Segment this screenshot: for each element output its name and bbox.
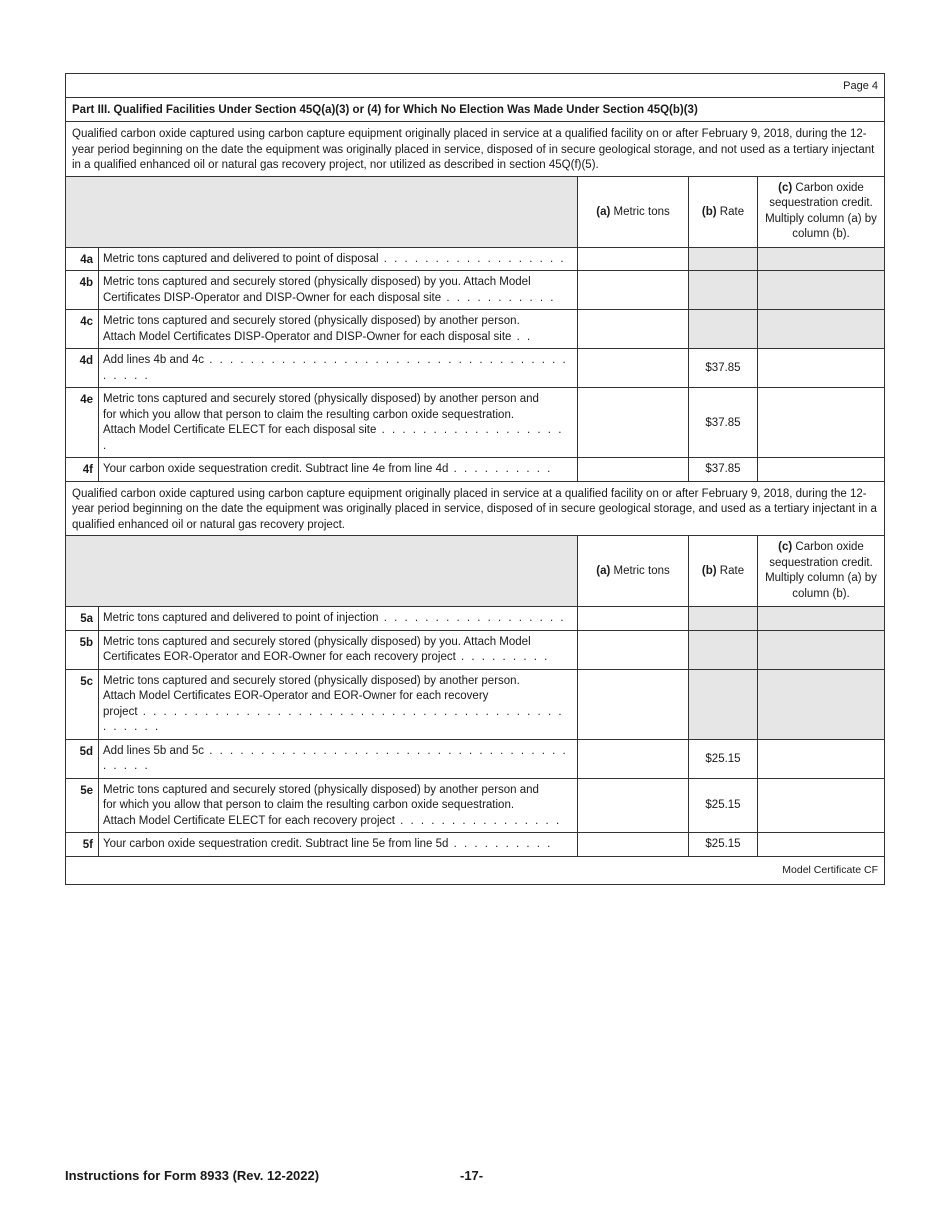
metric-tons-field[interactable]: [578, 248, 689, 271]
credit-field[interactable]: [758, 779, 884, 833]
column-a-header: (a) Metric tons: [578, 536, 689, 606]
line-text: Metric tons captured and securely stored (physically disposed) by another person.: [103, 674, 520, 687]
leader-dots: . . . . . . . . . . . . . . . . . . . . . . . . . . . . . . . . . . . . . . . . . . . . . . .: [103, 705, 564, 733]
line-text: Attach Model Certificates EOR-Operator and EOR-Owner for each recovery: [103, 690, 489, 702]
line-number: 5e: [66, 779, 99, 833]
line-row-4a: [66, 247, 884, 271]
line-row-4f: [66, 457, 884, 481]
line-number: 4f: [66, 458, 99, 481]
line-text: Certificates EOR-Operator and EOR-Owner for each recovery project . . . . . . . . .: [103, 651, 550, 663]
metric-tons-field[interactable]: [578, 607, 689, 630]
model-certificate-label: Model Certificate CF: [782, 863, 878, 876]
line-row-4d: [66, 348, 884, 387]
metric-tons-field[interactable]: [578, 458, 689, 481]
line-text: project . . . . . . . . . . . . . . . . . . . . . . . . . . . . . . . . . . . . . . . . . . . . . . .: [103, 705, 564, 733]
form-page: [65, 73, 885, 885]
credit-field: [758, 607, 884, 630]
line-description: [99, 833, 578, 856]
line-description: [99, 779, 578, 833]
metric-tons-field[interactable]: [578, 310, 689, 348]
leader-dots: . . . . . . . . . . . . . . . . . . . . . . . . . . . . . . . . . . . . . . . .: [103, 354, 568, 382]
rate-cell: $37.85: [689, 388, 758, 457]
line-description: [99, 458, 578, 481]
line-number: 4a: [66, 248, 99, 271]
metric-tons-field[interactable]: [578, 349, 689, 387]
line-text: for which you allow that person to claim the resulting carbon oxide sequestration.: [103, 799, 515, 811]
line-row-4c: [66, 309, 884, 348]
column-b-header: (b) Rate: [689, 177, 758, 247]
line-description: [99, 631, 578, 669]
rate-cell: $25.15: [689, 740, 758, 778]
line-text: Attach Model Certificates DISP-Operator and DISP-Owner for each disposal site . .: [103, 330, 533, 343]
credit-field: [758, 670, 884, 739]
line-number: 5a: [66, 607, 99, 630]
line-row-5a: [66, 606, 884, 630]
metric-tons-field[interactable]: [578, 670, 689, 739]
line-row-5c: [66, 669, 884, 739]
rate-cell: $37.85: [689, 349, 758, 387]
column-a-header: (a) Metric tons: [578, 177, 689, 247]
credit-field: [758, 631, 884, 669]
metric-tons-field[interactable]: [578, 631, 689, 669]
page-label: Page 4: [843, 80, 878, 92]
rate-cell: [689, 271, 758, 309]
line-text: Metric tons captured and securely stored (physically disposed) by another person and: [103, 393, 539, 405]
rate-cell: $25.15: [689, 779, 758, 833]
line-text: Metric tons captured and delivered to point of disposal . . . . . . . . . . . . . . . . . .: [103, 252, 566, 265]
line-number: 5c: [66, 670, 99, 739]
leader-dots: . . . . . . . . . . .: [441, 291, 556, 304]
page-number-row: [66, 74, 884, 97]
rate-cell: $25.15: [689, 833, 758, 856]
credit-field: [758, 248, 884, 271]
line-description: [99, 310, 578, 348]
line-number: 4d: [66, 349, 99, 387]
section4-intro: Qualified carbon oxide captured using carbon capture equipment originally placed in service at a qualified facility on or after February 9, 2018, during the 12-year period beginning on the date the equipment was originally placed in service, disposed of in secure geological storage, and not used as a tertiary injectant in a qualified enhanced oil or natural gas recovery project, nor utilized as described in section 45Q(f)(5).: [66, 121, 884, 176]
line-row-5e: [66, 778, 884, 833]
section4-column-header: [66, 176, 884, 247]
credit-field[interactable]: [758, 740, 884, 778]
line-number: 4e: [66, 388, 99, 457]
metric-tons-field[interactable]: [578, 740, 689, 778]
line-text: Metric tons captured and securely stored (physically disposed) by you. Attach Model: [103, 635, 531, 648]
line-text: Your carbon oxide sequestration credit. Subtract line 4e from line 4d . . . . . . . . . .: [103, 463, 553, 475]
metric-tons-field[interactable]: [578, 388, 689, 457]
rate-cell: [689, 670, 758, 739]
part-title: Part III. Qualified Facilities Under Section 45Q(a)(3) or (4) for Which No Election Was Made Under Section 45Q(b)(3): [72, 103, 698, 116]
credit-field[interactable]: [758, 833, 884, 856]
part-title-row: [66, 97, 884, 121]
model-certificate-row: [66, 856, 884, 884]
line-row-5f: [66, 832, 884, 856]
credit-field: [758, 310, 884, 348]
column-c-header: (c) Carbon oxide sequestration credit. Multiply column (a) by column (b).: [765, 541, 877, 600]
rate-cell: $37.85: [689, 458, 758, 481]
leader-dots: . . . . . . . . . . . . . . . . . . . . . . . . . . . . . . . . . . . . . . . .: [103, 744, 568, 772]
line-description: [99, 349, 578, 387]
line-text: Your carbon oxide sequestration credit. Subtract line 5e from line 5d . . . . . . . . . .: [103, 838, 553, 850]
line-description: [99, 607, 578, 630]
column-b-header: (b) Rate: [689, 536, 758, 606]
line-text: for which you allow that person to claim the resulting carbon oxide sequestration.: [103, 408, 515, 421]
leader-dots: . .: [511, 330, 533, 343]
credit-field[interactable]: [758, 458, 884, 481]
line-text: Attach Model Certificate ELECT for each disposal site . . . . . . . . . . . . . . . . . . .: [103, 424, 564, 452]
metric-tons-field[interactable]: [578, 833, 689, 856]
rate-cell: [689, 310, 758, 348]
leader-dots: . . . . . . . . . . . . . . . . . . .: [103, 424, 564, 452]
header-blank: [66, 177, 578, 247]
line-number: 5b: [66, 631, 99, 669]
form-footer-title: Instructions for Form 8933 (Rev. 12-2022): [65, 1168, 320, 1183]
line-row-4e: [66, 387, 884, 457]
leader-dots: . . . . . . . . . . . . . . . . . .: [378, 252, 566, 265]
leader-dots: . . . . . . . . .: [455, 651, 550, 663]
line-row-5b: [66, 630, 884, 669]
rate-cell: [689, 631, 758, 669]
line-number: 4b: [66, 271, 99, 309]
rate-cell: [689, 248, 758, 271]
footer-page-number: -17-: [460, 1168, 484, 1183]
line-number: 5f: [66, 833, 99, 856]
line-text: Metric tons captured and delivered to point of injection . . . . . . . . . . . . . . . . . .: [103, 612, 566, 624]
line-description: [99, 271, 578, 309]
leader-dots: . . . . . . . . . .: [448, 838, 553, 850]
section4-lines: [66, 247, 884, 481]
section5-intro: Qualified carbon oxide captured using carbon capture equipment originally placed in service at a qualified facility on or after February 9, 2018, during the 12-year period beginning on the date the equipment was originally placed in service, disposed of in secure geological storage, and used as a tertiary injectant in a qualified enhanced oil or natural gas recovery project.: [66, 481, 884, 536]
line-number: 5d: [66, 740, 99, 778]
line-text: Add lines 4b and 4c . . . . . . . . . . . . . . . . . . . . . . . . . . . . . . . . . . . . . . . .: [103, 354, 568, 382]
line-text: Add lines 5b and 5c . . . . . . . . . . . . . . . . . . . . . . . . . . . . . . . . . . . . . . . .: [103, 744, 568, 772]
line-text: Metric tons captured and securely stored (physically disposed) by you. Attach Model: [103, 276, 531, 288]
line-row-4b: [66, 270, 884, 309]
line-description: [99, 388, 578, 457]
section5-column-header: [66, 535, 884, 606]
line-text: Metric tons captured and securely stored (physically disposed) by another person.: [103, 315, 520, 327]
credit-field: [758, 271, 884, 309]
line-description: [99, 248, 578, 271]
credit-field[interactable]: [758, 349, 884, 387]
leader-dots: . . . . . . . . . . . . . . . .: [394, 814, 562, 827]
line-text: Certificates DISP-Operator and DISP-Owner for each disposal site . . . . . . . . . . .: [103, 291, 556, 304]
leader-dots: . . . . . . . . . . . . . . . . . .: [378, 612, 566, 624]
line-text: Metric tons captured and securely stored (physically disposed) by another person and: [103, 783, 539, 796]
line-description: [99, 670, 578, 739]
rate-cell: [689, 607, 758, 630]
section5-lines: [66, 606, 884, 856]
line-row-5d: [66, 739, 884, 778]
line-text: Attach Model Certificate ELECT for each recovery project . . . . . . . . . . . . . . . .: [103, 814, 562, 827]
line-description: [99, 740, 578, 778]
credit-field[interactable]: [758, 388, 884, 457]
leader-dots: . . . . . . . . . .: [448, 463, 553, 475]
line-number: 4c: [66, 310, 99, 348]
metric-tons-field[interactable]: [578, 271, 689, 309]
header-blank: [66, 536, 578, 606]
metric-tons-field[interactable]: [578, 779, 689, 833]
column-c-header: (c) Carbon oxide sequestration credit. Multiply column (a) by column (b).: [765, 181, 877, 240]
